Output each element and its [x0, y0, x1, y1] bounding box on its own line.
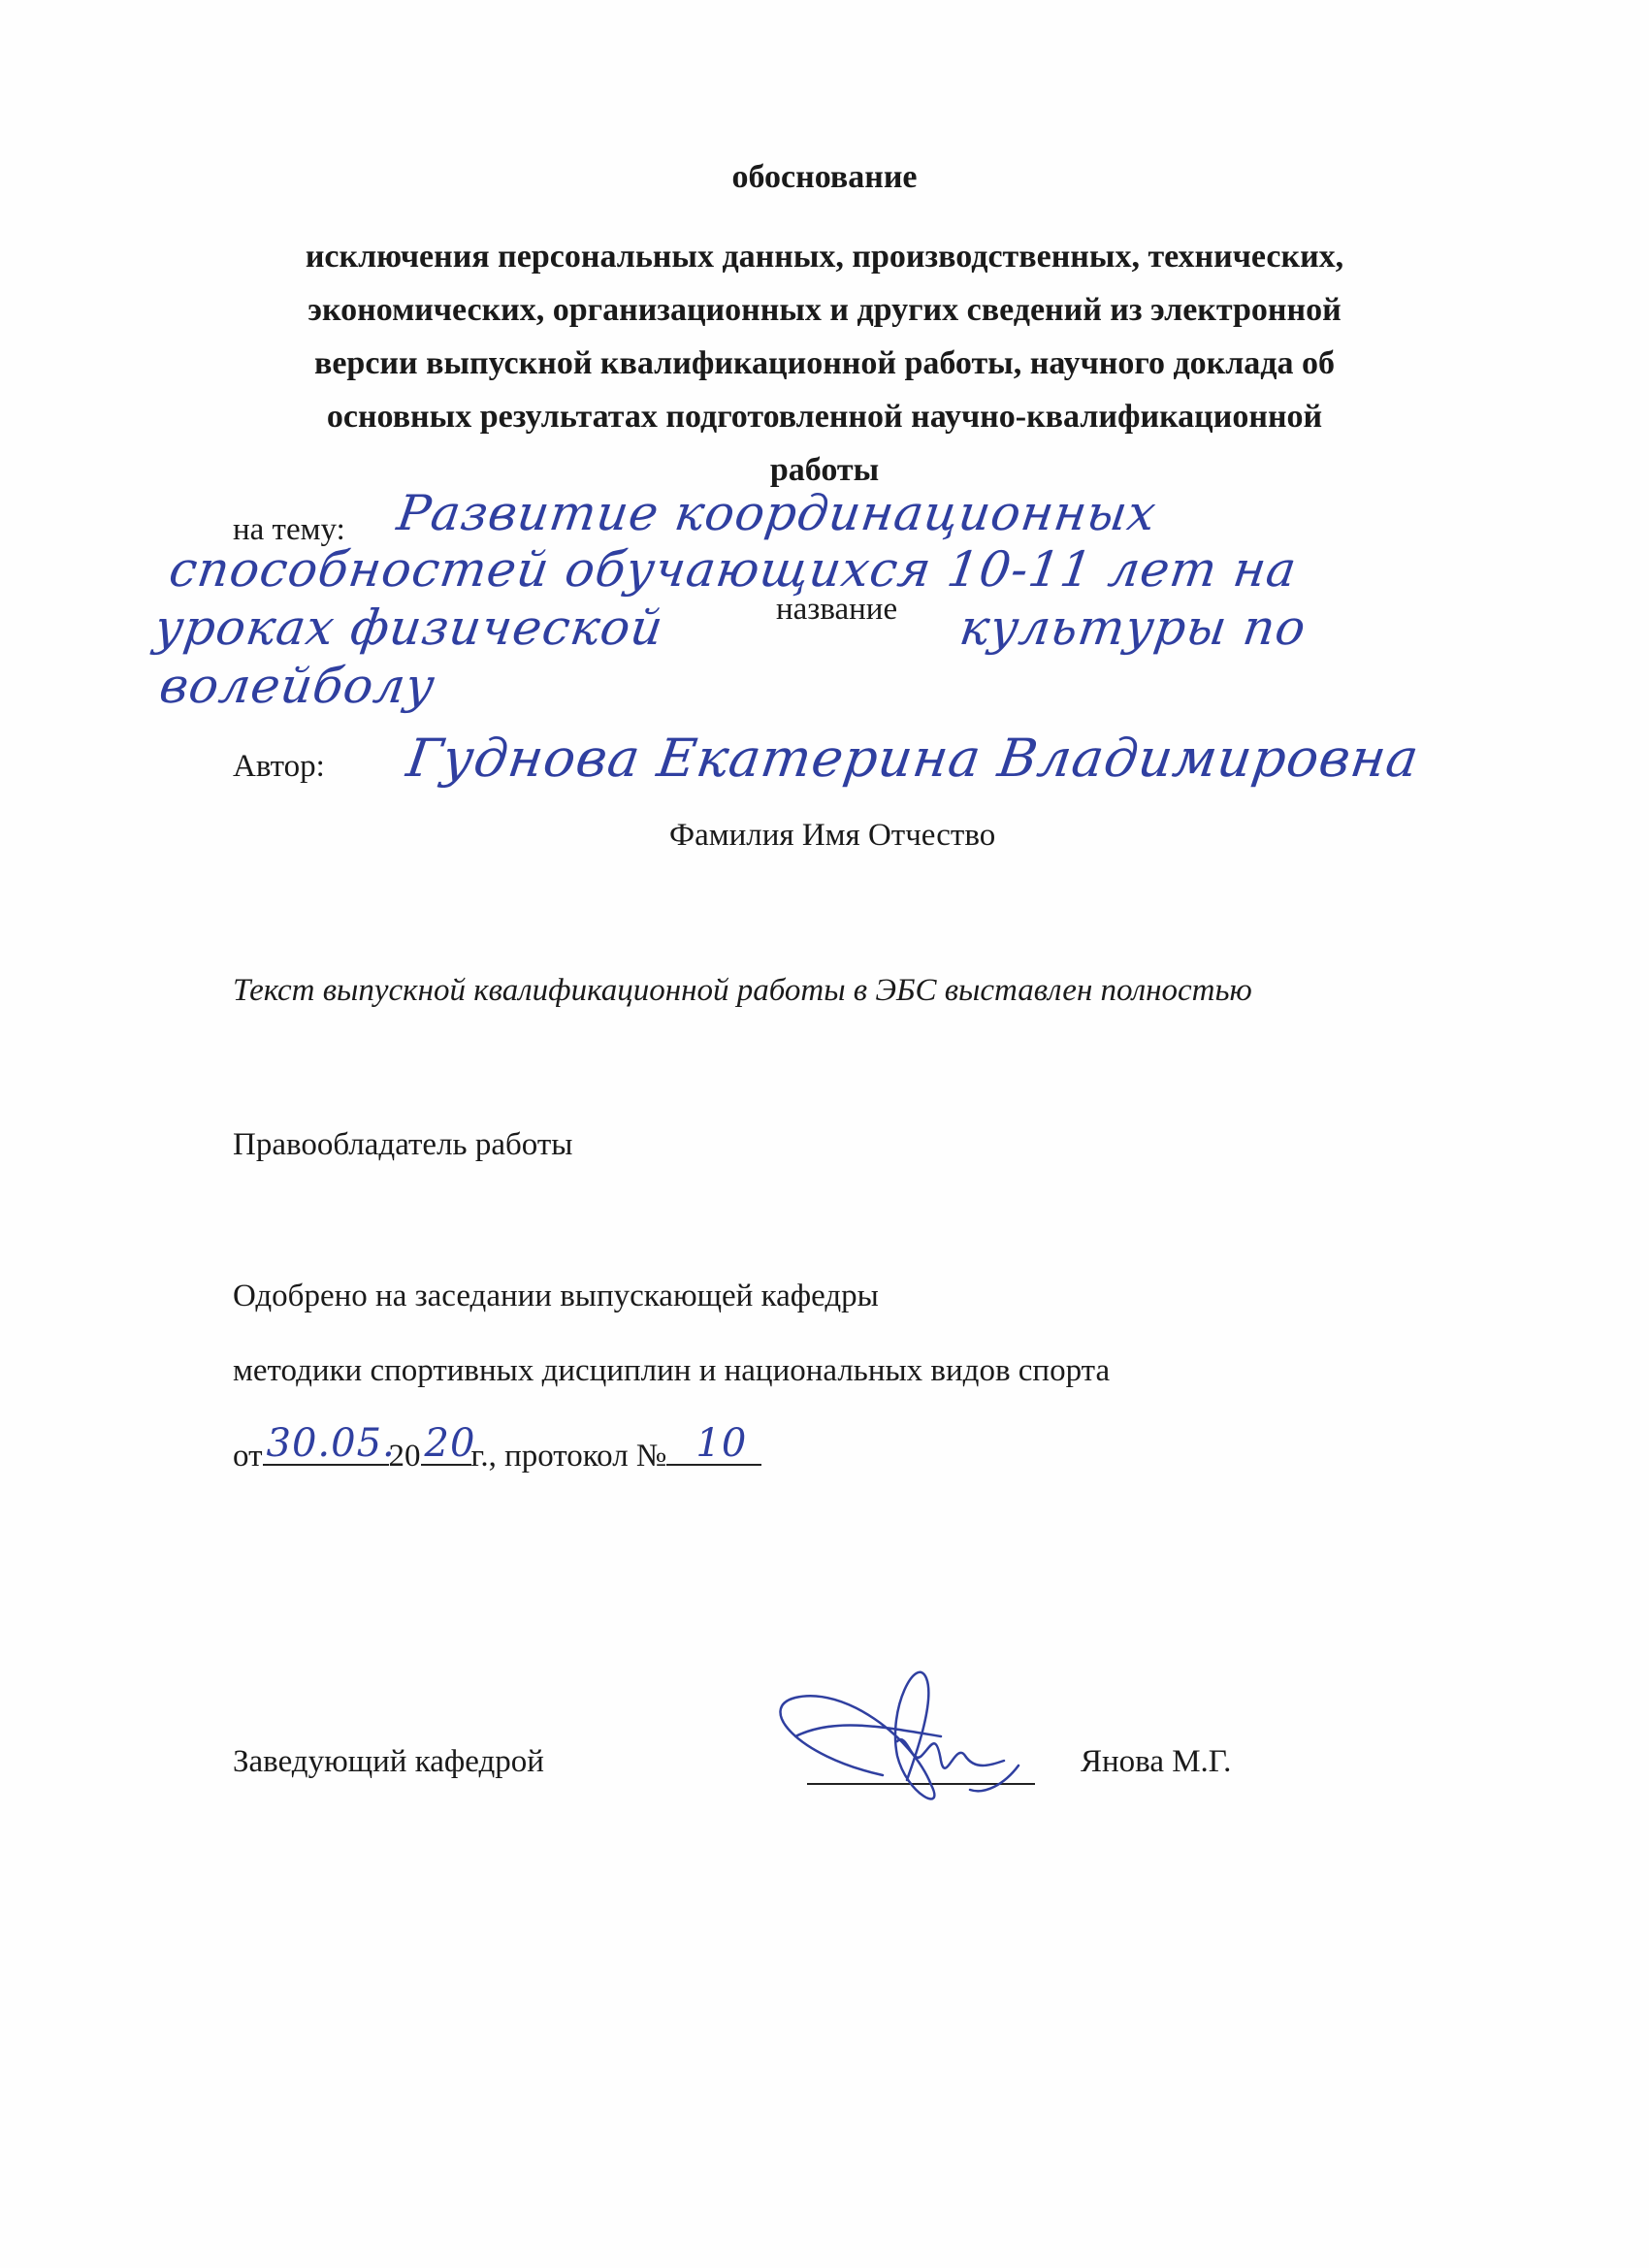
year-field: [421, 1421, 476, 1466]
heading-line-4: основных результатах подготовленной научно-квалификационной: [326, 399, 1323, 435]
topic-label: на тему:: [233, 512, 345, 547]
date-field: [263, 1421, 396, 1466]
approval-line-2: методики спортивных дисциплин и национальных видов спорта: [233, 1353, 1111, 1388]
topic-handwritten-line-3: уроках физической: [150, 599, 667, 656]
year-suffix-protocol-label: г., протокол №: [470, 1439, 667, 1474]
year-prefix: 20: [388, 1439, 421, 1474]
approval-date-line: [233, 1421, 761, 1474]
head-of-department-label: Заведующий кафедрой: [233, 1744, 544, 1779]
approval-line-1: Одобрено на заседании выпускающей кафедры: [233, 1279, 879, 1313]
topic-handwritten-line-2: способностей обучающихся 10-11 лет на: [165, 541, 1301, 598]
heading-line-1: исключения персональных данных, производственных, технических,: [305, 239, 1344, 275]
author-label: Автор:: [233, 749, 325, 784]
topic-handwritten-line-1: Развитие координационных: [393, 485, 1160, 541]
topic-handwritten-line-4: культуры по: [955, 599, 1310, 656]
protocol-number-field: [666, 1421, 761, 1466]
date-handwritten: 30.05.: [266, 1421, 396, 1466]
topic-handwritten-line-5: волейболу: [155, 658, 439, 714]
heading-line-5: работы: [769, 452, 880, 488]
year-handwritten: 20: [424, 1421, 476, 1466]
head-of-department-name: Янова М.Г.: [1081, 1744, 1232, 1779]
from-label: от: [233, 1439, 263, 1474]
heading-line-3: версии выпускной квалификационной работы, научного доклада об: [313, 345, 1336, 381]
signature-scribble-icon: [737, 1649, 1086, 1824]
heading-line-2: экономических, организационных и других сведений из электронной: [307, 292, 1342, 328]
topic-caption: название: [776, 592, 898, 627]
author-caption: Фамилия Имя Отчество: [669, 818, 996, 853]
ebs-statement: Текст выпускной квалификационной работы в ЭБС выставлен полностью: [233, 973, 1252, 1008]
protocol-handwritten: 10: [695, 1421, 748, 1466]
document-title: обоснование: [731, 159, 918, 195]
author-handwritten-name: Гуднова Екатерина Владимировна: [403, 728, 1423, 789]
rights-holder-label: Правообладатель работы: [233, 1127, 573, 1162]
